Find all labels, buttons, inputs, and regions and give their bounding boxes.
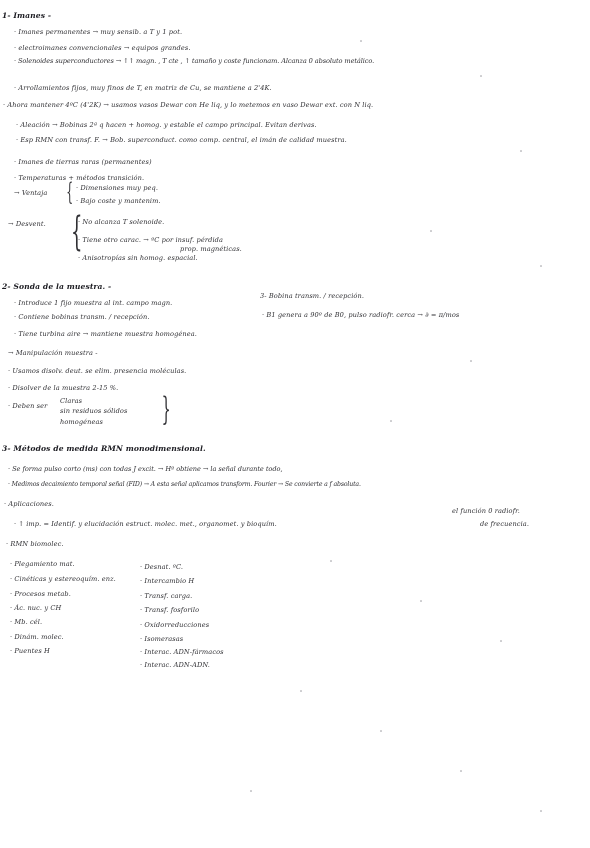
note-line: · Tiene otro carac. → ºC por insuf. pérdida <box>78 236 224 244</box>
note-line: sin residuos sólidos <box>60 407 128 415</box>
list-right-item: · Transf. carga. <box>140 592 193 600</box>
note-line: · Disolver de la muestra 2-15 %. <box>8 384 119 392</box>
list-right-item: · Transf. fosforilo <box>140 606 200 614</box>
side-note: · B1 genera a 90º de B0, pulso radiofr. cerca → ∂ = π/mos <box>262 311 460 319</box>
list-right-item: · Oxidorreducciones <box>140 621 210 629</box>
list-left-item: · Puentes H <box>10 647 50 655</box>
paper-speck <box>420 600 422 602</box>
note-line: · Imanes de tierras raras (permanentes) <box>14 158 152 166</box>
paper-speck <box>360 40 362 42</box>
brace-symbol: { <box>161 390 171 428</box>
note-line: · No alcanza T solenoide. <box>78 218 165 226</box>
list-left-item: · Procesos metab. <box>10 590 71 598</box>
note-line: · Deben ser <box>8 402 48 410</box>
paper-speck <box>470 360 472 362</box>
paper-speck <box>300 690 302 692</box>
list-right-item: · Desnat. ºC. <box>140 563 184 571</box>
paper-speck <box>520 150 522 152</box>
paper-speck <box>480 75 482 77</box>
note-line: Claras <box>60 397 83 405</box>
note-line: · Contiene bobinas transm. / recepción. <box>14 313 150 321</box>
note-line: · Aleación → Bobinas 2ª q hacen + homog. y estable el campo principal. Evitan derivas. <box>16 121 317 129</box>
disadvantages-label: → Desvent. <box>8 220 46 228</box>
paper-speck <box>250 790 252 792</box>
note-line: el función 0 radiofr. <box>452 507 520 515</box>
note-line: · Arrollamientos fijos, muy finos de T, en matriz de Cu, se mantiene a 2'4K. <box>14 84 272 92</box>
paper-speck <box>540 265 542 267</box>
note-line: · Tiene turbina aire → mantiene muestra homogénea. <box>14 330 197 338</box>
list-right-item: · Intercambio H <box>140 577 195 585</box>
note-line: · Introduce 1 fijo muestra al int. campo magn. <box>14 299 173 307</box>
note-line: de frecuencia. <box>480 520 530 528</box>
note-line: prop. magnéticas. <box>180 245 242 253</box>
paper-speck <box>540 810 542 812</box>
section-2-heading: 2- Sonda de la muestra. - <box>2 282 112 291</box>
list-left-item: · Ác. nuc. y CH <box>10 604 62 612</box>
list-left-item: · Mb. cél. <box>10 618 43 626</box>
list-right-item: · Isomerasas <box>140 635 184 643</box>
note-line: · Usamos disolv. deut. se elim. presencia moléculas. <box>8 367 187 375</box>
list-right-item: · Interac. ADN-ADN. <box>140 661 211 669</box>
note-line: · Dimensiones muy peq. <box>76 184 159 192</box>
note-line: homogéneas <box>60 418 104 426</box>
paper-speck <box>330 560 332 562</box>
paper-speck <box>390 420 392 422</box>
list-left-item: · Cinéticas y estereoquím. enz. <box>10 575 116 583</box>
note-line: · electroimanes convencionales → equipos grandes. <box>14 44 191 52</box>
list-left-item: · Plegamiento mat. <box>10 560 75 568</box>
note-line: · RMN biomolec. <box>6 540 64 548</box>
section-3-heading: 3- Métodos de medida RMN monodimensional. <box>2 444 206 453</box>
brace-symbol: { <box>70 209 83 255</box>
list-left-item: · Dinám. molec. <box>10 633 64 641</box>
note-line: → Manipulación muestra - <box>8 349 98 357</box>
section-1-heading: 1- Imanes - <box>2 11 52 20</box>
note-line: · Esp RMN con transf. F. → Bob. superconduct. como comp. central, el imán de calidad muestra. <box>16 136 347 144</box>
paper-speck <box>380 730 382 732</box>
paper-speck <box>500 640 502 642</box>
note-line: · ↑ imp. = Identif. y elucidación estruct. molec. met., organomet. y bioquím. <box>14 520 277 528</box>
note-line: · Imanes permanentes → muy sensib. a T y 1 pot. <box>14 28 183 36</box>
paper-speck <box>460 770 462 772</box>
side-note: 3- Bobina transm. / recepción. <box>260 292 365 300</box>
note-line: · Aplicaciones. <box>4 500 54 508</box>
note-line: · Solenoides superconductores → ↑↑ magn. , T cte , ↑ tamaño y coste funcionam. Alcanza 0 absoluto metálico. <box>14 57 375 65</box>
note-line: · Medimos decaimiento temporal señal (FID) → A esta señal aplicamos transform. Fourier → Se convierte a f absoluta. <box>8 481 361 488</box>
note-line: · Bajo coste y mantenim. <box>76 197 161 205</box>
note-line: · Temperaturas + métodos transición. <box>14 174 145 182</box>
brace-symbol: { <box>66 178 74 206</box>
note-line: · Anisotropías sin homog. espacial. <box>78 254 198 262</box>
list-right-item: · Interac. ADN-fármacos <box>140 648 224 656</box>
note-line: · Ahora mantener 4ºC (4'2K) → usamos vasos Dewar con He liq, y lo metemos en vaso Dewar ext. con N liq. <box>3 101 374 109</box>
paper-speck <box>430 230 432 232</box>
note-line: · Se forma pulso corto (ms) con todas J excit. → Hº obtiene → la señal durante todo, <box>8 465 283 473</box>
advantages-label: → Ventaja <box>14 189 48 197</box>
